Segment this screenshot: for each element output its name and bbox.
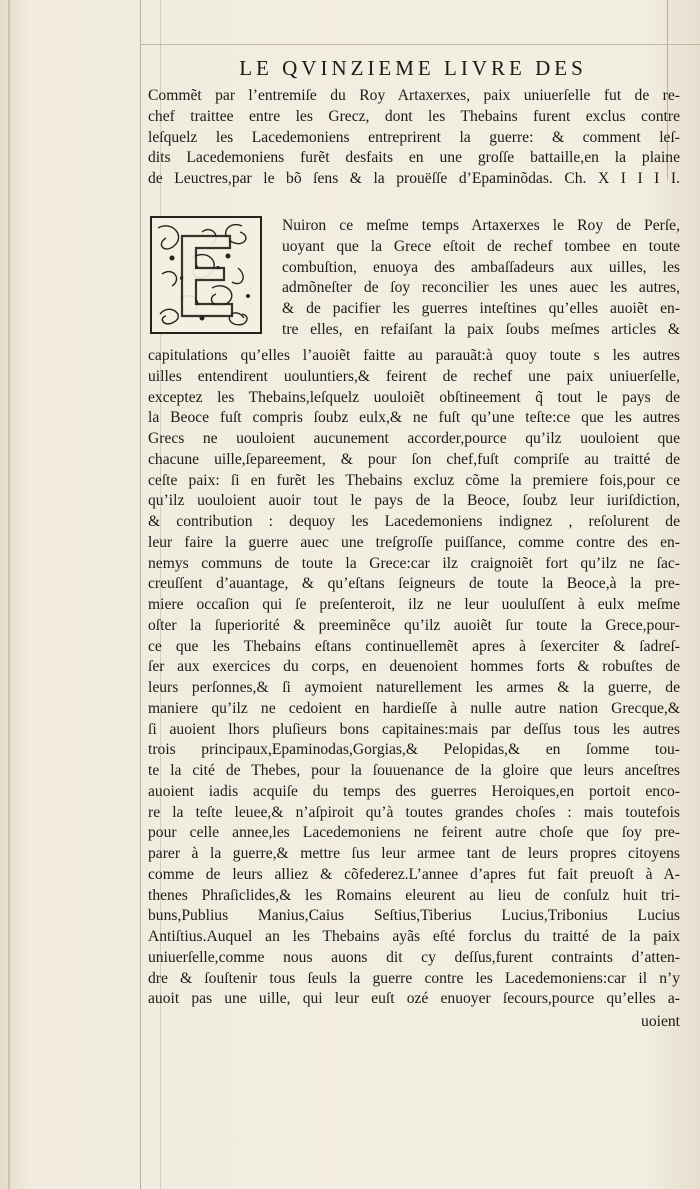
body-line: thenes Phraſiclides,& les Romains eleurent au lieu de conſulz huit tri- [148,886,680,904]
body-line: capitulations qu’elles l’auoiẽt faitte au parauãt:à quoy toute s les autres [148,347,680,364]
body-line: auoient iadis acquiſe du temps des guerres Heroiques,en portoit enco- [148,782,680,800]
body-line: combuſtion, enuoya des ambaſſadeurs aux uilles, les [282,258,680,276]
body-line: uniuerſelle,comme nous auons dit cy deſſus,furent contraints d’atten- [148,948,680,966]
body-line: leur faire la guerre auec une treſgroſſe puiſſance, comme contre des en- [148,533,680,551]
body-line: uoyant que la Grece eſtoit de rechef tombee en toute [282,237,680,255]
body-line: comme de leurs alliez & cõfederez.L’annee d’apres fut fait preuoſt à A- [148,865,680,883]
body-line: ſer aux exercices du corps, en deuenoient hommes forts & robuſtes de [148,658,680,676]
body-line: oſter la ſuperiorité & preeminẽce qu’ilz auoiẽt ſur toute la Grece,pour- [148,616,680,634]
body-line: leurs perſonnes,& ſi aymoient naturellement les armes & la guerre, de [148,679,680,696]
body-line: ceſte paix: ſi en furẽt les Thebains excluz cõme la premiere fois,pour ce [148,471,680,489]
margin-rule-left [140,0,141,1189]
body-line: auoit pas une uille, qui leur euſt ozé enuoyer ſecours,pource qu’elles a- [148,990,680,1008]
body-line: nemys communs de toute la Grece:car ilz craignoiẽt fort qu’ilz ne ſac- [148,554,680,572]
binding-shadow [8,0,10,1189]
body-line: maniere qu’ilz ne cedoient en hardieſſe à nulle autre nation Grecque,& [148,699,680,717]
catchword: uoient [641,1013,680,1030]
body-line: chacune uille,ſepareement, & pour ſon chef,fuſt compriſe au traitté de [148,450,680,468]
top-rule [140,44,700,45]
body-line: ſi auoient lhors pluſieurs bons capitaines:mais par deſſus tous les autres [148,720,680,738]
heading-line: chef traittee entre les Grecz, dont les Thebains furent exclus contre [148,107,680,125]
body-line: Nuiron ce meſme temps Artaxerxes le Roy de Perſe, [282,217,680,234]
body-line: miere occaſion qui ſe preſenteroit, ilz ne leur uouluſſent à eulx meſme [148,596,680,613]
body-line: creuſſent d’auantage, & qu’eſtans ſeigneurs de toute la Beoce,à la pre- [148,575,680,593]
heading-line: dits Lacedemoniens furẽt desfaits en une groſſe battaille,en la plaine [148,149,680,167]
body-line: & contribution : dequoy les Lacedemoniens indignez , reſolurent de [148,513,680,530]
body-line: tre elles, en refaiſant la paix ſoubs meſmes articles & [282,320,680,338]
body-line: admõneſter de ſoy reconcilier les unes auec les autres, [282,279,680,297]
body-line: pour celle annee,les Lacedemoniens ne feirent autre choſe que ſoy pre- [148,824,680,842]
body-line: Antiſtius.Auquel an les Thebains ayãs eſté forclus du traitté de la paix [148,928,680,945]
body-text [148,346,680,1010]
body-line: buns,Publius Manius,Caius Seſtius,Tiberius Lucius,Tribonius Lucius [148,907,680,925]
body-line: exceptez les Thebains,leſquelz uouloiẽt obſtineement q̃ tout le pays de [148,388,680,406]
heading-line: leſquelz les Lacedemoniens entreprirent la guerre: & comment leſ- [148,128,680,146]
body-line: te la cité de Thebes, pour la ſouuenance de la gloire que leurs anceſtres [148,762,680,779]
heading-line: de Leuctres,par le bõ ſens & la prouëſſe d’Epaminõdas. Ch. X I I I I. [148,170,680,187]
body-line: la Beoce fuſt compris ſoubz eulx,& ne fuſt qu’une teſte:ce que les autres [148,409,680,427]
running-head: LE QVINZIEME LIVRE DES [239,56,587,80]
body-line: uilles entendirent uouluntiers,& feirent de rechef une paix uniuerſelle, [148,367,680,385]
body-line: trois principaux,Epaminodas,Gorgias,& Pelopidas,& en ſomme tou- [148,741,680,759]
heading-line: Commẽt par l’entremiſe du Roy Artaxerxes, paix uniuerſelle fut de re- [148,87,680,104]
body-line: Grecs ne uouloient aucunement accorder,pource qu’ilz uouloient que [148,430,680,447]
body-line: ce que les Thebains eſtans continuellemẽt apres à ſexerciter & ſadreſ- [148,637,680,655]
body-line: re la teſte leuee,& n’aſpiroit qu’à toutes grandes choſes : mais toutefois [148,803,680,821]
chapter-heading [148,86,680,190]
opening-paragraph [148,216,680,341]
body-line: & de pacifier les guerres inteſtines qu’elles auoiẽt en- [282,300,680,317]
body-line: qu’ilz uouloient auoir tout le pays de la Beoce, ſoubz leur iuriſdiction, [148,492,680,510]
body-line: dre & ſouſtenir tous ſeuls la guerre contre les Lacedemoniens:car il n’y [148,969,680,987]
body-line: parer à la guerre,& mettre ſus leur armee tant de leurs propres citoyens [148,845,680,862]
